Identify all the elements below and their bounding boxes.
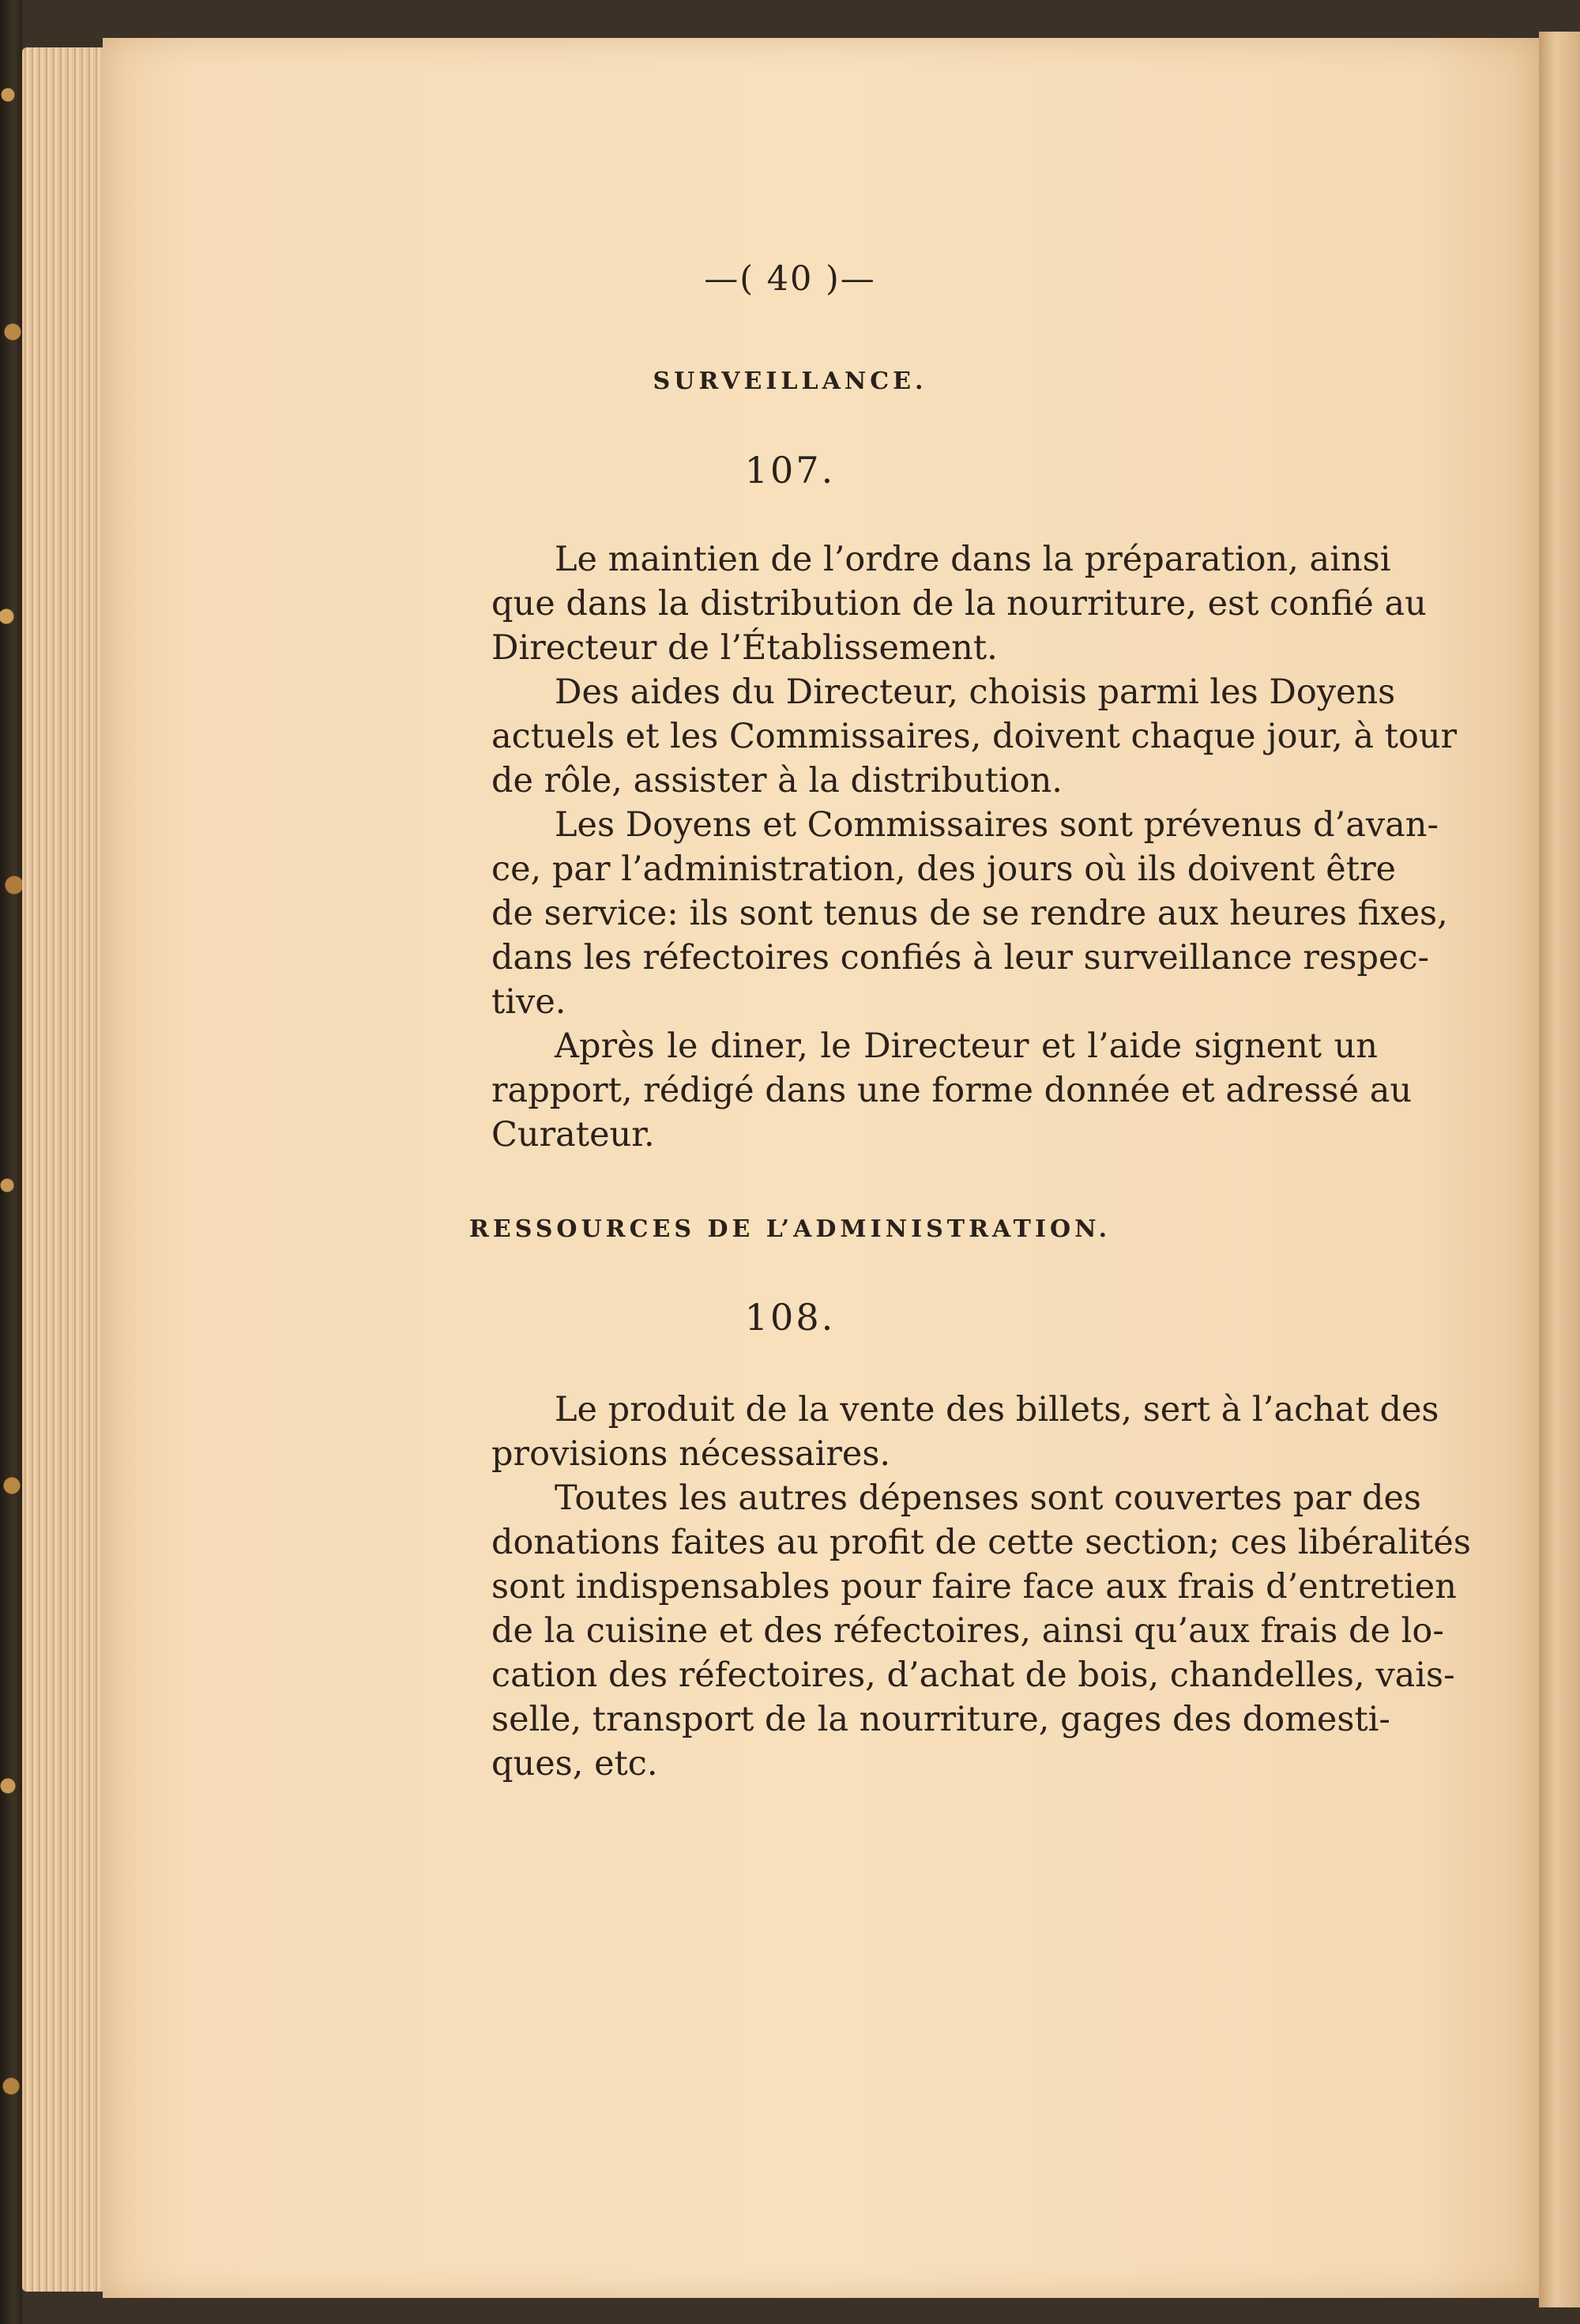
paragraph-line: Curateur. <box>491 1115 655 1154</box>
paragraph-line: actuels et les Commissaires, doivent chaque jour, à tour <box>491 717 1458 756</box>
section-title-ressources: RESSOURCES DE L’ADMINISTRATION. <box>468 1215 1112 1243</box>
paragraph-line: cation des réfectoires, d’achat de bois, chandelles, vais- <box>491 1655 1455 1695</box>
paragraph-line: Toutes les autres dépenses sont couvertes par des <box>555 1478 1422 1518</box>
paragraph-line: Le maintien de l’ordre dans la préparation, ainsi <box>555 540 1391 579</box>
paragraph-line: de la cuisine et des réfectoires, ainsi qu’aux frais de lo- <box>491 1611 1444 1651</box>
paragraph-line: Des aides du Directeur, choisis parmi les Doyens <box>555 672 1396 712</box>
paragraph-line: rapport, rédigé dans une forme donnée et adressé au <box>491 1071 1413 1110</box>
paragraph-line: donations faites au profit de cette section; ces libéralités <box>491 1523 1471 1562</box>
paragraph-line: ce, par l’administration, des jours où ils doivent être <box>491 849 1396 889</box>
paragraph-line: selle, transport de la nourriture, gages des domesti- <box>491 1700 1390 1739</box>
paragraph-line: Les Doyens et Commissaires sont prévenus d’avan- <box>555 805 1439 845</box>
paragraph-line: sont indispensables pour faire face aux frais d’entretien <box>491 1567 1457 1606</box>
paragraph-line: de rôle, assister à la distribution. <box>491 761 1063 800</box>
paragraph-line: ques, etc. <box>491 1744 658 1783</box>
article-number-107: 107. <box>744 449 836 492</box>
book-binding <box>0 0 22 2324</box>
paragraph-line: de service: ils sont tenus de se rendre aux heures fixes, <box>491 894 1448 933</box>
paragraph-line: provisions nécessaires. <box>491 1434 891 1474</box>
paragraph-line: Directeur de l’Établissement. <box>491 628 998 668</box>
section-title-surveillance: SURVEILLANCE. <box>653 367 927 395</box>
paragraph-line: dans les réfectoires confiés à leur surveillance respec- <box>491 938 1430 977</box>
paragraph-line: Après le diner, le Directeur et l’aide signent un <box>555 1026 1378 1066</box>
article-number-108: 108. <box>744 1296 836 1339</box>
paragraph-line: tive. <box>491 982 566 1022</box>
paragraph-line: Le produit de la vente des billets, sert à l’achat des <box>555 1390 1439 1429</box>
page-header: —( 40 )— <box>704 259 876 299</box>
paragraph-line: que dans la distribution de la nourriture, est confié au <box>491 584 1427 623</box>
